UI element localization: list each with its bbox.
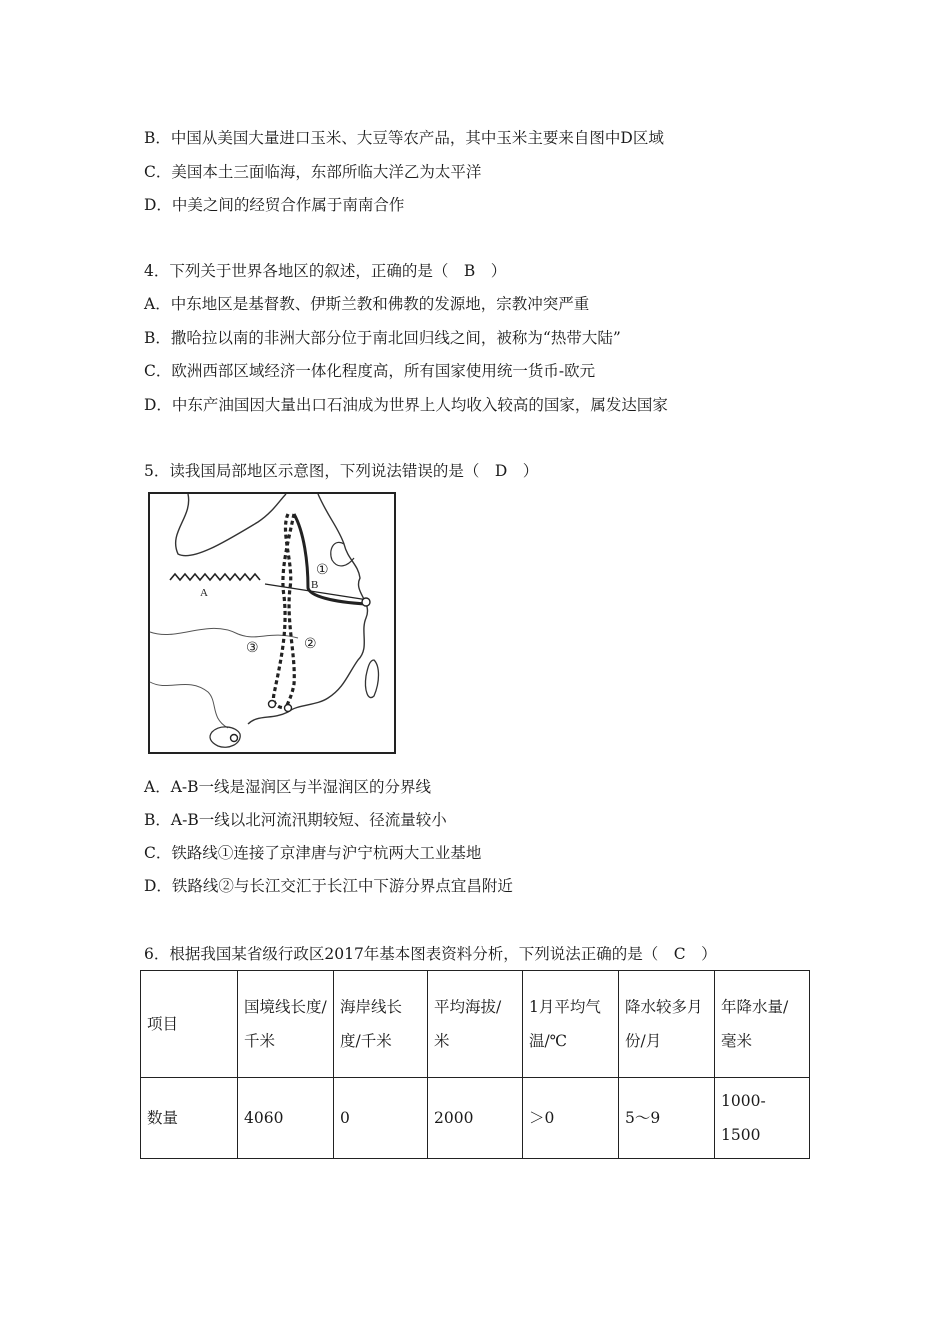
table-header-cell: 1月平均气温/℃ xyxy=(523,971,619,1078)
q4-option-d: D．中东产油国因大量出口石油成为世界上人均收入较高的国家，属发达国家 xyxy=(144,396,668,414)
table-cell: ＞0 xyxy=(523,1078,619,1159)
table-cell: 5～9 xyxy=(619,1078,715,1159)
province-data-table xyxy=(140,970,810,1159)
table-header-cell: 年降水量/毫米 xyxy=(715,971,810,1078)
q3-option-c: C．美国本土三面临海，东部所临大洋乙为太平洋 xyxy=(144,163,482,181)
table-header-row xyxy=(141,971,810,1078)
q3-option-b: B．中国从美国大量进口玉米、大豆等农产品，其中玉米主要来自图中D区域 xyxy=(144,129,664,147)
table-header-cell: 海岸线长度/千米 xyxy=(334,971,428,1078)
map-label-a: A xyxy=(200,587,208,599)
map-label-b: B xyxy=(311,579,319,591)
q5-option-a: A．A-B一线是湿润区与半湿润区的分界线 xyxy=(144,778,432,796)
q4-option-c: C．欧洲西部区域经济一体化程度高，所有国家使用统一货币-欧元 xyxy=(144,362,596,380)
table-cell: 0 xyxy=(334,1078,428,1159)
table-row xyxy=(141,1078,810,1159)
table-cell: 数量 xyxy=(141,1078,238,1159)
table-cell: 2000 xyxy=(428,1078,523,1159)
q4-option-a: A．中东地区是基督教、伊斯兰教和佛教的发源地，宗教冲突严重 xyxy=(144,295,590,313)
map-label-railway-3: ③ xyxy=(246,640,259,656)
q5-option-c: C．铁路线①连接了京津唐与沪宁杭两大工业基地 xyxy=(144,844,482,862)
table-header-cell: 平均海拔/米 xyxy=(428,971,523,1078)
table-cell: 4060 xyxy=(238,1078,334,1159)
table-cell: 1000-1500 xyxy=(715,1078,810,1159)
table-header-cell: 国境线长度/千米 xyxy=(238,971,334,1078)
q5-stem: 5．读我国局部地区示意图，下列说法错误的是（ D ） xyxy=(144,462,539,480)
map-label-railway-2: ② xyxy=(304,636,317,652)
q5-option-b: B．A-B一线以北河流汛期较短、径流量较小 xyxy=(144,811,447,829)
map-label-railway-1: ① xyxy=(316,562,329,578)
table-header-cell: 项目 xyxy=(141,971,238,1078)
q3-option-d: D．中美之间的经贸合作属于南南合作 xyxy=(144,196,405,214)
q4-stem: 4．下列关于世界各地区的叙述，正确的是（ B ） xyxy=(144,262,507,280)
q4-option-b: B．撒哈拉以南的非洲大部分位于南北回归线之间，被称为“热带大陆” xyxy=(144,329,621,347)
q5-option-d: D．铁路线②与长江交汇于长江中下游分界点宜昌附近 xyxy=(144,877,513,895)
table-header-cell: 降水较多月份/月 xyxy=(619,971,715,1078)
china-region-map xyxy=(148,492,396,754)
q6-stem: 6．根据我国某省级行政区2017年基本图表资料分析，下列说法正确的是（ C ） xyxy=(144,945,717,963)
